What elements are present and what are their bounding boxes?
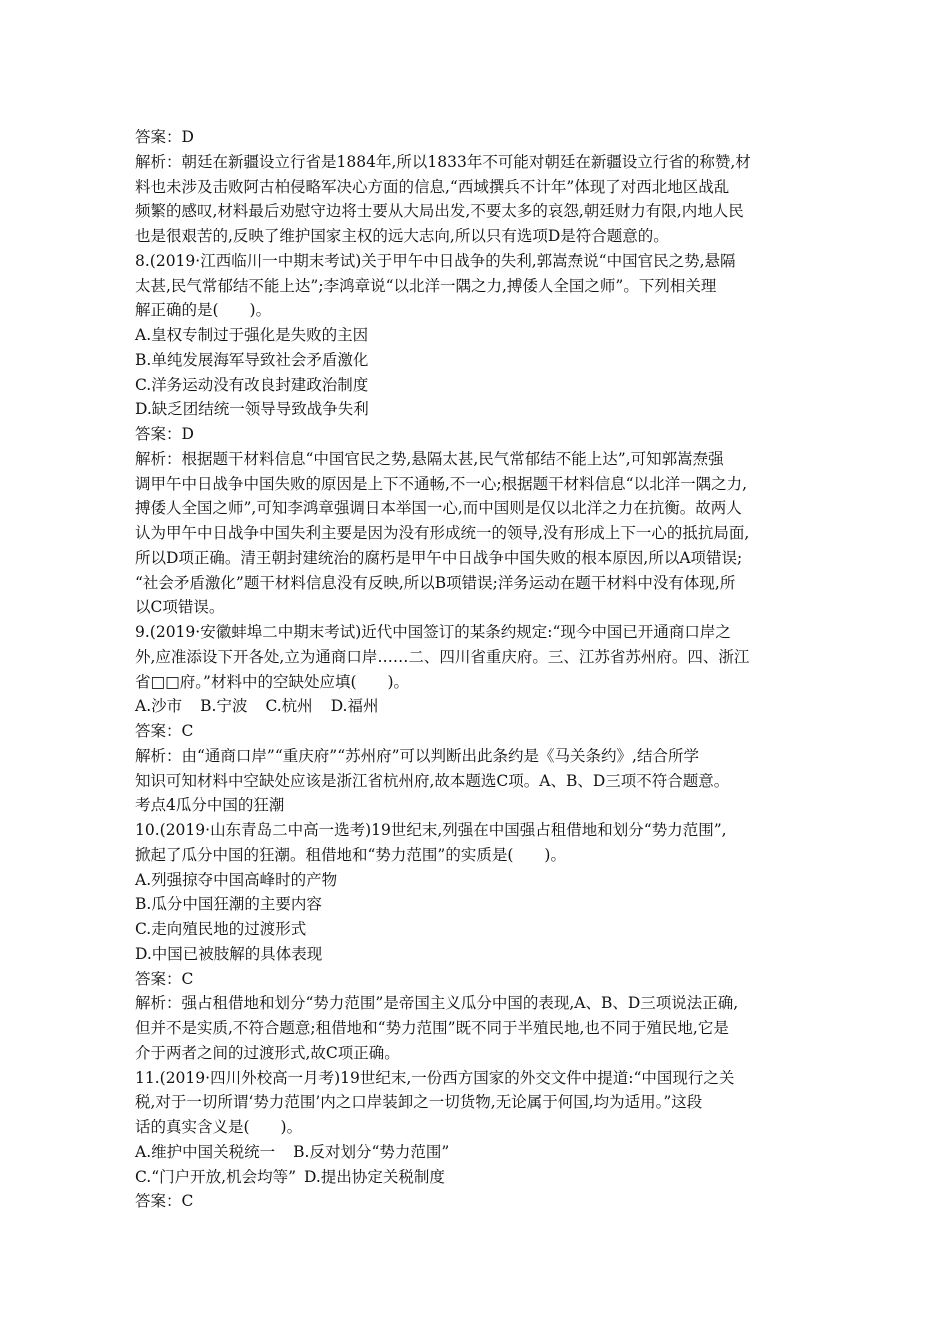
- analysis-q8-line: 认为甲午中日战争中国失利主要是因为没有形成统一的领导,没有形成上下一心的抵抗局面,: [135, 524, 750, 542]
- analysis-q8-line: “社会矛盾激化”题干材料信息没有反映,所以B项错误;洋务运动在题干材料中没有体现,所: [135, 573, 736, 592]
- question-9-stem: 外,应准添设下开各处,立为通商口岸……二、四川省重庆府。三、江苏省苏州府。四、浙江: [135, 647, 750, 666]
- question-10-option-d: D.中国已被肢解的具体表现: [135, 944, 323, 963]
- question-8-stem: 解正确的是( )。: [135, 301, 272, 320]
- question-8-option-c: C.洋务运动没有改良封建政治制度: [135, 375, 369, 394]
- question-8-option-b: B.单纯发展海军导致社会矛盾激化: [135, 350, 369, 369]
- question-8-stem: 8.(2019·江西临川一中期末考试)关于甲午中日战争的失利,郭嵩焘说“中国官民之势,悬隔: [135, 251, 736, 270]
- analysis-q8-line: 搏倭人全国之师”,可知李鸿章强调日本举国一心,而中国则是仅以北洋之力在抗衡。故两人: [135, 499, 742, 518]
- question-8-stem: 太甚,民气常郁结不能上达”;李鸿章说“以北洋一隅之力,搏倭人全国之师”。下列相关理: [135, 276, 717, 295]
- question-9-option-a: A.沙市: [135, 697, 183, 716]
- question-11-option-c: C.“门户开放,机会均等”: [135, 1167, 297, 1186]
- answer-q9: 答案：C: [135, 722, 194, 740]
- question-9-options: [135, 694, 815, 719]
- analysis-q7-line: 也是很艰苦的,反映了维护国家主权的远大志向,所以只有选项D是符合题意的。: [135, 227, 669, 245]
- analysis-q8-line: 以C项错误。: [135, 598, 225, 617]
- question-10-stem: 掀起了瓜分中国的狂潮。租借地和“势力范围”的实质是( )。: [135, 845, 566, 864]
- analysis-q7-line: 频繁的感叹,材料最后劝慰守边将士要从大局出发,不要太多的哀怨,朝廷财力有限,内地人民: [135, 202, 744, 221]
- question-10-option-b: B.瓜分中国狂潮的主要内容: [135, 895, 322, 914]
- analysis-q8-line: 解析：根据题干材料信息“中国官民之势,悬隔太甚,民气常郁结不能上达”,可知郭嵩焘强: [135, 449, 724, 468]
- question-11-option-a: A.维护中国关税统一: [135, 1142, 276, 1161]
- question-9-option-d: D.福州: [330, 697, 379, 716]
- question-8-option-d: D.缺乏团结统一领导导致战争失利: [135, 400, 369, 419]
- answer-q8: 答案：D: [135, 425, 194, 443]
- question-9-stem: 9.(2019·安徽蚌埠二中期末考试)近代中国签订的某条约规定:“现今中国已开通商口岸之: [135, 623, 731, 641]
- question-11-option-d: D.提出协定关税制度: [304, 1167, 445, 1186]
- question-9-stem: 省□□府。”材料中的空缺处应填( )。: [135, 672, 410, 691]
- analysis-q9-line: 解析：由“通商口岸”“重庆府”“苏州府”可以判断出此条约是《马关条约》,结合所学: [135, 746, 699, 765]
- analysis-q7-line: 解析：朝廷在新疆设立行省是1884年,所以1833年不可能对朝廷在新疆设立行省的称赞,材: [135, 152, 751, 171]
- question-11-stem: 11.(2019·四川外校高一月考)19世纪末,一份西方国家的外交文件中提道:“中国现行之关: [135, 1068, 735, 1087]
- question-10-option-a: A.列强掠夺中国高峰时的产物: [135, 870, 338, 889]
- analysis-q8-line: 所以D项正确。清王朝封建统治的腐朽是甲午中日战争中国失败的根本原因,所以A项错误;: [135, 548, 743, 567]
- question-9-option-c: C.杭州: [265, 697, 313, 716]
- analysis-q7-line: 料也未涉及击败阿古柏侵略军决心方面的信息,“西域撰兵不计年”体现了对西北地区战乱: [135, 177, 730, 196]
- analysis-q10-line: 解析：强占租借地和划分“势力范围”是帝国主义瓜分中国的表现,A、B、D三项说法正确,: [135, 994, 739, 1013]
- answer-q10: 答案：C: [135, 969, 194, 988]
- analysis-q8-line: 调甲午中日战争中国失败的原因是上下不通畅,不一心;根据题干材料信息“以北洋一隅之力,: [135, 474, 748, 493]
- analysis-q10-line: 介于两者之间的过渡形式,故C项正确。: [135, 1043, 400, 1062]
- question-10-option-c: C.走向殖民地的过渡形式: [135, 920, 307, 938]
- question-10-stem: 10.(2019·山东青岛二中高一选考)19世纪末,列强在中国强占租借地和划分“势力范围”,: [135, 821, 727, 839]
- document-page: [135, 125, 815, 1214]
- question-11-stem: 税,对于一切所谓‘势力范围’内之口岸装卸之一切货物,无论属于何国,均为适用。”这段: [135, 1093, 703, 1112]
- question-11-stem: 话的真实含义是( )。: [135, 1118, 303, 1136]
- question-11-options-row1: [135, 1140, 815, 1165]
- question-11-option-b: B.反对划分“势力范围”: [293, 1142, 450, 1161]
- answer-q11: 答案：C: [135, 1192, 194, 1211]
- question-9-option-b: B.宁波: [200, 697, 248, 716]
- section-heading: 考点4瓜分中国的狂潮: [135, 796, 285, 815]
- analysis-q10-line: 但并不是实质,不符合题意;租借地和“势力范围”既不同于半殖民地,也不同于殖民地,它是: [135, 1019, 729, 1037]
- analysis-q9-line: 知识可知材料中空缺处应该是浙江省杭州府,故本题选C项。A、B、D三项不符合题意。: [135, 771, 730, 790]
- question-8-option-a: A.皇权专制过于强化是失败的主因: [135, 326, 369, 344]
- answer-q7: 答案：D: [135, 128, 194, 146]
- question-11-options-row2: [135, 1165, 815, 1190]
